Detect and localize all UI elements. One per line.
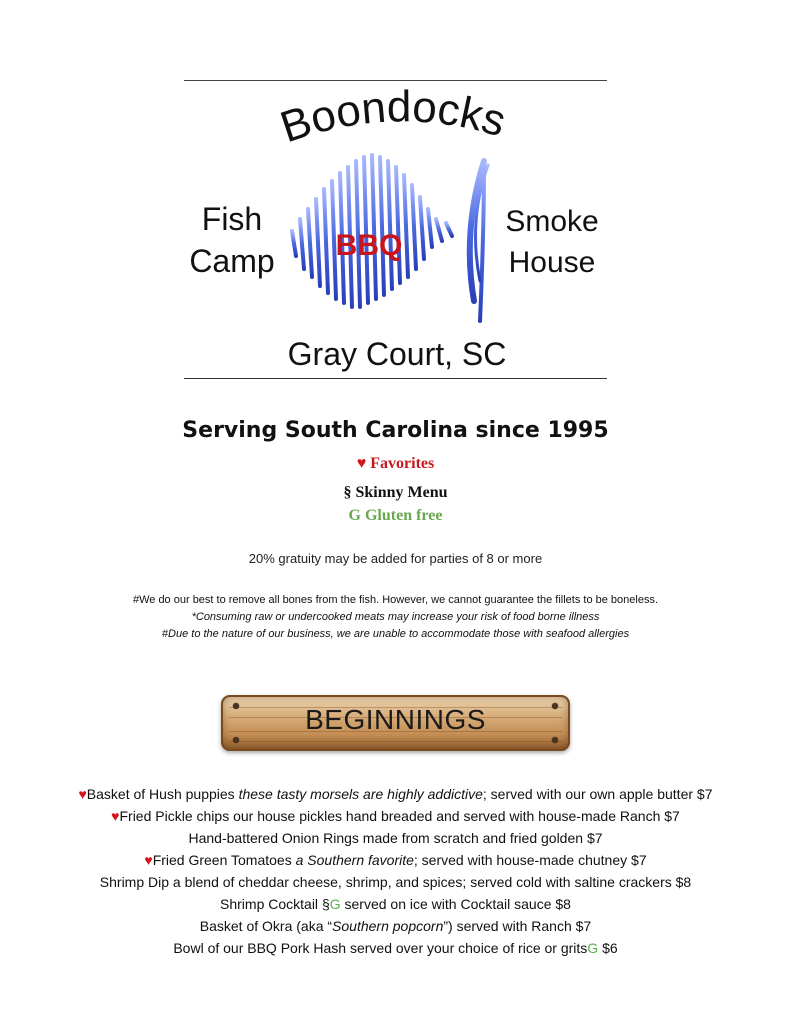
item-name: Bowl of our BBQ Pork Hash [173,940,347,956]
menu-item-okra [0,915,791,937]
gluten-free-icon: G [587,940,599,956]
logo [184,80,607,379]
heart-icon: ♥ [144,852,153,868]
legend-favorites-label: Favorites [370,455,435,472]
item-desc-italic: Southern popcorn [332,918,444,934]
item-name: Basket of Okra [199,918,293,934]
logo-left-line2: Camp [189,243,275,279]
item-name: Shrimp Cocktail [220,896,319,912]
logo-left-line1: Fish [201,201,263,237]
menu-item-hush-puppies [0,783,791,805]
section-sign-icon: § [321,896,330,912]
logo-location: Gray Court, SC [287,336,507,372]
logo-graphic [184,81,607,378]
tagline: Serving South Carolina since 1995 [182,418,609,443]
menu-item-pork-hash [0,937,791,959]
section-title: BEGINNINGS [305,704,486,735]
menu-item-fried-green-tomatoes [0,849,791,871]
item-name: Basket of Hush puppies [86,786,235,802]
heart-icon: ♥ [78,786,87,802]
item-price: $7 [696,786,713,802]
section-sign-icon: § [343,484,352,501]
logo-brand: Boondocks [274,82,512,153]
item-name: Hand-battered Onion Rings [188,830,359,846]
gratuity-note: 20% gratuity may be added for parties of 8 or more [248,551,543,566]
logo-bbq: BBQ [335,229,403,262]
item-desc-pre: (aka “ [292,918,333,934]
item-desc: served on ice with Cocktail sauce [340,896,552,912]
item-price: $7 [664,808,680,824]
nail-icon [552,737,558,743]
menu-item-onion-rings [0,827,791,849]
note-bones: #We do our best to remove all bones from the fish. However, we cannot guarantee the fillets to be boneless. [132,594,659,606]
menu-item-shrimp-cocktail [0,893,791,915]
item-desc: ; served with house-made chutney [413,852,628,868]
item-desc: ; served with our own apple butter [482,786,694,802]
section-header-plank [221,695,570,751]
item-price: $6 [602,940,618,956]
heart-icon: ♥ [356,455,367,472]
menu-item-shrimp-dip [0,871,791,893]
item-desc: ”) served with Ranch [443,918,572,934]
item-desc-italic: a Southern favorite [295,852,414,868]
item-desc: a blend of cheddar cheese, shrimp, and spices; served cold with saltine crackers [169,874,672,890]
disclaimer-notes [0,592,791,643]
item-price: $7 [631,852,647,868]
gluten-free-icon: G [329,896,341,912]
gluten-free-icon: G [348,507,361,524]
item-name: Fried Green Tomatoes [152,852,292,868]
item-name: Shrimp Dip [99,874,170,890]
legend-favorites [0,455,791,473]
item-price: $8 [555,896,571,912]
item-desc: served over your choice of rice or grits [346,940,588,956]
legend-gluten-free-label: Gluten free [364,507,443,524]
legend-gluten-free [0,507,791,525]
note-raw-meat: *Consuming raw or undercooked meats may increase your risk of food borne illness [191,611,600,623]
note-allergies: #Due to the nature of our business, we are unable to accommodate those with seafood allergies [161,628,630,640]
menu-item-fried-pickles [0,805,791,827]
legend-skinny [0,484,791,502]
menu-list [0,783,791,959]
item-desc: our house pickles hand breaded and served with house-made Ranch [229,808,661,824]
nail-icon [233,737,239,743]
item-price: $7 [586,830,603,846]
legend-skinny-label: Skinny Menu [355,484,448,501]
item-desc: made from scratch and fried golden [358,830,584,846]
item-desc-italic: these tasty morsels are highly addictive [238,786,483,802]
logo-right-line2: House [508,246,596,279]
item-price: $8 [675,874,692,890]
item-name: Fried Pickle chips [119,808,230,824]
item-price: $7 [575,918,592,934]
logo-right-line1: Smoke [505,205,599,238]
heart-icon: ♥ [111,808,120,824]
